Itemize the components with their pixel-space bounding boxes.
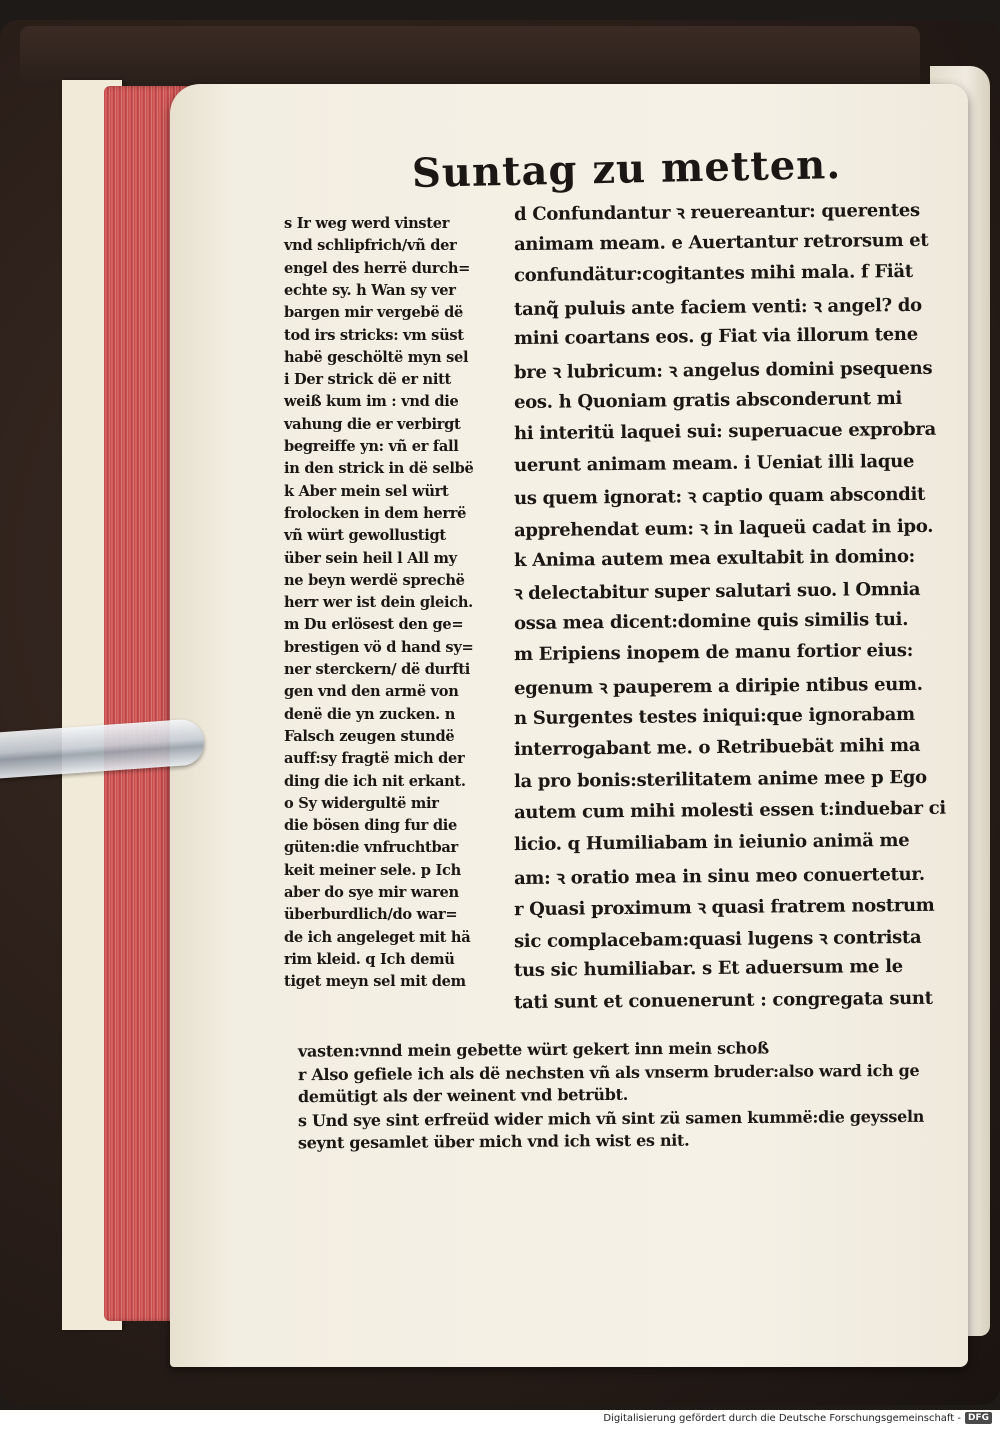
left-column-line: frolocken in dem herrë: [284, 504, 467, 522]
left-column-line: güten:die vnfruchtbar: [284, 839, 458, 857]
right-column-line: uerunt animam meam. i Ueniat illi laque: [513, 450, 915, 476]
page-title: Suntag zu metten.: [411, 141, 842, 197]
footer-credit: [603, 1412, 992, 1424]
footer-text: Digitalisierung gefördert durch die Deutsche Forschungsgemeinschaft -: [603, 1412, 961, 1424]
right-column-line: tus sic humiliabar. s Et aduersum me le: [513, 956, 903, 982]
right-column-line: animam meam. e Auertantur retrorsum et: [513, 229, 929, 255]
left-column-line: echte sy. h Wan sy ver: [284, 281, 456, 299]
left-column-line: o Sy widergultë mir: [284, 794, 439, 812]
left-column-line: tiget meyn sel mit dem: [284, 973, 466, 991]
right-column-line: eos. h Quoniam gratis absconderunt mi: [513, 387, 903, 413]
left-column-line: engel des herrë durch=: [284, 259, 471, 277]
right-column-line: n Surgentes testes iniqui:que ignorabam: [513, 703, 915, 729]
right-column-line: confundätur:cogitantes mihi mala. f Fiät: [513, 261, 913, 287]
left-column-line: bargen mir vergebë dë: [284, 304, 463, 322]
dfg-logo: DFG: [965, 1412, 992, 1424]
right-column-line: mini coartans eos. g Fiat via illorum tene: [513, 324, 918, 350]
right-column-line: tati sunt et conuenerunt : congregata sunt: [513, 987, 933, 1014]
left-column-line: i Der strick dë er nitt: [284, 371, 451, 389]
bottom-text-line: seynt gesamlet über mich vnd ich wist es nit.: [297, 1130, 690, 1153]
right-column-line: bre ꝛ lubricum: ꝛ angelus domini psequens: [513, 357, 933, 384]
left-column-line: auff:sy fragtë mich der: [284, 750, 465, 768]
left-column-line: habë geschöltë myn sel: [284, 348, 469, 366]
right-column-line: licio. q Humiliabam in ieiunio animä me: [513, 829, 910, 856]
left-column-line: m Du erlösest den ge=: [284, 616, 464, 634]
right-column-line: sic complacebam:quasi lugens ꝛ contrista: [513, 926, 922, 952]
left-column-line: weiß kum im : vnd die: [284, 393, 459, 411]
left-column-line: keit meiner sele. p Ich: [284, 861, 461, 879]
right-column-line: apprehendat eum: ꝛ in laqueü cadat in ipo.: [513, 515, 934, 542]
right-column-line: ossa mea dicent:domine quis similis tui.: [513, 608, 909, 634]
right-column-line: egenum ꝛ pauperem a diripie ntibus eum.: [513, 673, 923, 700]
right-column-line: tanq̃ puluis ante faciem venti: ꝛ angel? do: [513, 294, 922, 320]
left-column-line: vñ würt gewollustigt: [284, 527, 446, 545]
left-column-line: gen vnd den armë von: [284, 683, 459, 701]
right-column-line: d Confundantur ꝛ reuereantur: querentes: [513, 199, 920, 226]
left-column-line: aber do sye mir waren: [284, 884, 459, 901]
left-column-line: vahung die er verbirgt: [284, 415, 461, 433]
right-column-line: la pro bonis:sterilitatem anime mee p Ego: [513, 766, 927, 792]
right-column-line: k Anima autem mea exultabit in domino:: [513, 545, 916, 571]
left-column-line: ne beyn werdë sprechë: [284, 571, 465, 589]
left-column-line: tod irs stricks: vm süst: [284, 326, 464, 344]
bottom-text-line: s Und sye sint erfreüd wider mich vñ sint zü samen kummë:die geysseln: [297, 1106, 925, 1131]
right-column-line: r Quasi proximum ꝛ quasi fratrem nostrum: [513, 894, 935, 921]
left-column-line: ding die ich nit erkant.: [284, 772, 466, 790]
bottom-text-line: vasten:vnnd mein gebette würt gekert inn mein schoß: [297, 1038, 769, 1061]
left-column-line: vnd schlipfrich/vñ der: [284, 237, 457, 255]
bottom-text-line: r Also gefiele ich als dë nechsten vñ als vnserm bruder:also ward ich ge: [297, 1060, 920, 1085]
binding-top-edge: [20, 26, 920, 86]
right-column-line: us quem ignorat: ꝛ captio quam abscondit: [513, 484, 926, 510]
right-column-line: interrogabant me. o Retribuebät mihi ma: [513, 735, 921, 761]
left-column-line: die bösen ding fur die: [284, 817, 457, 835]
right-column-line: m Eripiens inopem de manu fortior eius:: [513, 640, 914, 666]
left-column-line: Falsch zeugen stundë: [284, 727, 455, 745]
left-column-line: begreiffe yn: vñ er fall: [284, 438, 459, 455]
right-column-line: hi interitü laquei sui: superuacue exprobra: [513, 418, 937, 445]
right-column-line: ꝛ delectabitur super salutari suo. l Omnia: [513, 579, 921, 605]
left-column-line: überburdlich/do war=: [284, 906, 458, 924]
left-column-line: k Aber mein sel würt: [284, 482, 449, 500]
left-column-line: ner sterckern/ dë durfti: [284, 661, 471, 678]
right-column-line: am: ꝛ oratio mea in sinu meo conuertetur.: [513, 863, 925, 889]
left-column-line: s Ir weg werd vinster: [284, 215, 450, 232]
left-column-line: denë die yn zucken. n: [284, 705, 456, 723]
left-column-line: über sein heil l All my: [284, 549, 457, 567]
left-column-line: herr wer ist dein gleich.: [284, 594, 473, 612]
left-column-line: brestigen vö d hand sy=: [284, 638, 474, 656]
left-column-line: rim kleid. q Ich demü: [284, 950, 455, 968]
right-column-line: autem cum mihi molesti essen t:induebar ci: [513, 798, 946, 824]
left-column-line: de ich angeleget mit hä: [284, 928, 471, 946]
left-column-line: in den strick in dë selbë: [284, 460, 474, 478]
bottom-text-line: demütigt als der weinent vnd betrübt.: [297, 1084, 628, 1107]
